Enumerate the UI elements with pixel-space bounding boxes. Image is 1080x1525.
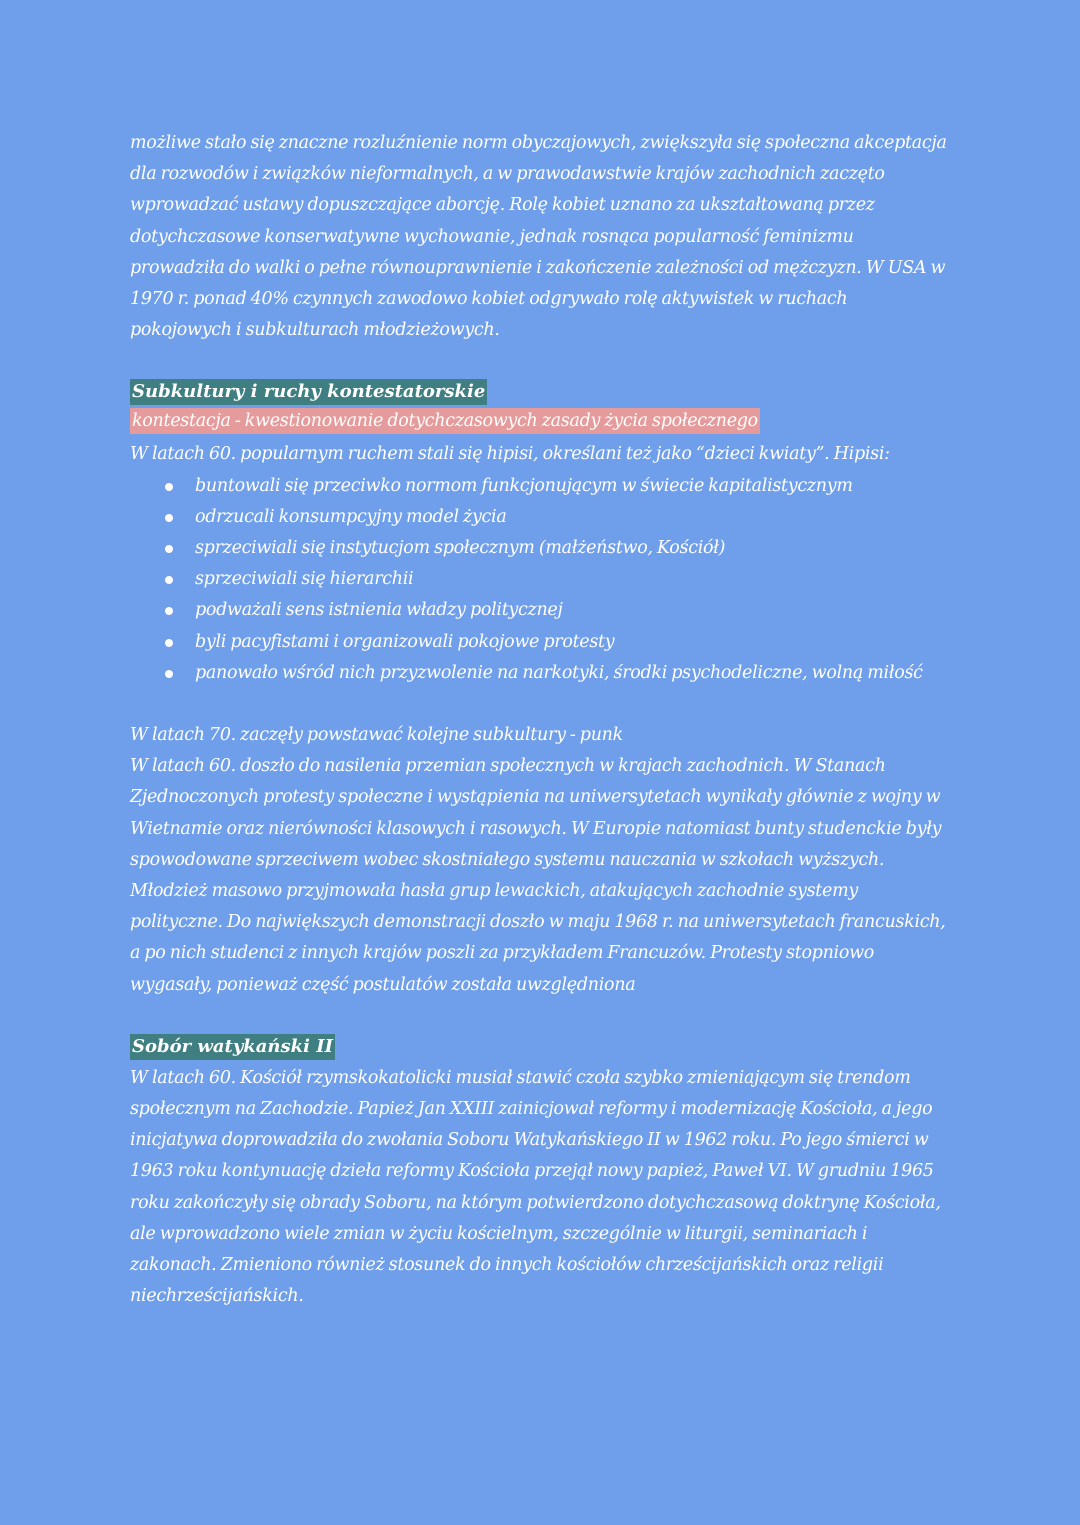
hippies-bullet-list bbox=[130, 471, 950, 689]
list-item-text: podważali sens istnienia władzy politycznej bbox=[195, 600, 563, 621]
list-item bbox=[195, 627, 950, 658]
bullet-icon bbox=[165, 483, 173, 491]
spacer bbox=[130, 689, 950, 720]
bullet-icon bbox=[165, 639, 173, 647]
spacer bbox=[130, 346, 950, 377]
council-paragraph: W latach 60. Kościół rzymskokatolicki musiał stawić czoła szybko zmieniającym się trendom społecznym na Zachodzie. Papież Jan XXIII zainicjował reformy i modernizację Kościoła, a jego inicjatywa doprowadziła do zwołania Soboru Watykańskiego II w 1962 roku. Po jego śmierci w 1963 roku kontynuację dzieła reformy Kościoła przejął nowy papież, Paweł VI. W grudniu 1965 roku zakończyły się obrady Soboru, na którym potwierdzono dotychczasową doktrynę Kościoła, ale wprowadzono wiele zmian w życiu kościelnym, szczególnie w liturgii, seminariach i zakonach. Zmieniono również stosunek do innych kościołów chrześcijańskich oraz religii niechrześcijańskich. bbox=[130, 1067, 941, 1307]
list-item bbox=[195, 471, 950, 502]
subcultures-heading-line bbox=[130, 377, 950, 408]
council-heading-line bbox=[130, 1032, 950, 1063]
list-item bbox=[195, 564, 950, 595]
contestation-definition-line bbox=[130, 408, 950, 439]
list-item bbox=[195, 658, 950, 689]
list-item-text: byli pacyfistami i organizowali pokojowe protesty bbox=[195, 631, 615, 652]
list-item-text: odrzucali konsumpcyjny model życia bbox=[195, 506, 507, 527]
bullet-icon bbox=[165, 545, 173, 553]
contestation-definition: kontestacja - kwestionowanie dotychczasowych zasady życia społecznego bbox=[130, 408, 760, 434]
intro-paragraph: możliwe stało się znaczne rozluźnienie norm obyczajowych, zwiększyła się społeczna akceptacja dla rozwodów i związków nieformalnych, a w prawodawstwie krajów zachodnich zaczęto wprowadzać ustawy dopuszczające aborcję. Rolę kobiet uznano za ukształtowaną przez dotychczasowe konserwatywne wychowanie, jednak rosnąca popularność feminizmu prowadziła do walki o pełne równouprawnienie i zakończenie zależności od mężczyzn. W USA w 1970 r. ponad 40% czynnych zawodowo kobiet odgrywało rolę aktywistek w ruchach pokojowych i subkulturach młodzieżowych. bbox=[130, 133, 947, 341]
bullet-icon bbox=[165, 514, 173, 522]
document-page bbox=[130, 128, 950, 1313]
subcultures-heading: Subkultury i ruchy kontestatorskie bbox=[130, 379, 487, 405]
list-item bbox=[195, 533, 950, 564]
bullet-icon bbox=[165, 607, 173, 615]
punk-line: W latach 70. zaczęły powstawać kolejne subkultury - punk bbox=[130, 725, 623, 746]
council-heading: Sobór watykański II bbox=[130, 1034, 335, 1060]
bullet-icon bbox=[165, 670, 173, 678]
bullet-icon bbox=[165, 576, 173, 584]
list-item-text: sprzeciwiali się instytucjom społecznym (małżeństwo, Kościół) bbox=[195, 538, 726, 559]
list-item-text: buntowali się przeciwko normom funkcjonującym w świecie kapitalistycznym bbox=[195, 475, 853, 496]
hippies-intro: W latach 60. popularnym ruchem stali się hipisi, określani też jako “dzieci kwiaty”. Hipisi: bbox=[130, 444, 890, 465]
list-item-text: panowało wśród nich przyzwolenie na narkotyki, środki psychodeliczne, wolną miłość bbox=[195, 662, 923, 683]
protests-paragraph: W latach 60. doszło do nasilenia przemian społecznych w krajach zachodnich. W Stanach Zjednoczonych protesty społeczne i wystąpienia na uniwersytetach wynikały głównie z wojny w Wietnamie oraz nierówności klasowych i rasowych. W Europie natomiast bunty studenckie były spowodowane sprzeciwem wobec skostniałego systemu nauczania w szkołach wyższych. Młodzież masowo przyjmowała hasła grup lewackich, atakujących zachodnie systemy polityczne. Do największych demonstracji doszło w maju 1968 r. na uniwersytetach francuskich, a po nich studenci z innych krajów poszli za przykładem Francuzów. Protesty stopniowo wygasały, ponieważ część postulatów została uwzględniona bbox=[130, 756, 946, 995]
list-item-text: sprzeciwiali się hierarchii bbox=[195, 569, 414, 590]
spacer bbox=[130, 1001, 950, 1032]
list-item bbox=[195, 502, 950, 533]
list-item bbox=[195, 595, 950, 626]
